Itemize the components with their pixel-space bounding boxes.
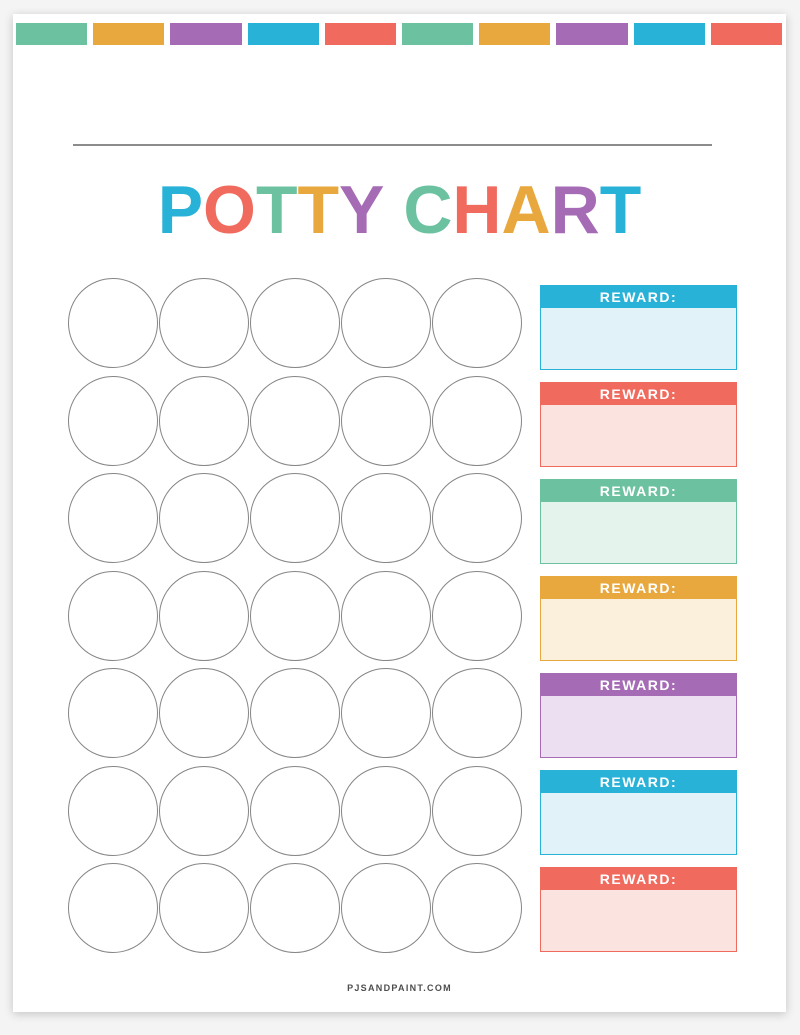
reward-writein-area [541,890,736,951]
reward-header-label: REWARD: [541,577,736,599]
sticker-circle [68,278,158,368]
sticker-circle [159,376,249,466]
title-letter: Y [339,172,385,248]
title-letter: R [550,172,600,248]
banner-color-block [16,23,87,45]
sticker-circle [250,863,340,953]
reward-box [540,382,737,467]
reward-header-label: REWARD: [541,286,736,308]
sticker-circle [432,376,522,466]
sticker-circle [68,473,158,563]
reward-header-label: REWARD: [541,868,736,890]
rewards-column [540,285,737,964]
sticker-circle [432,766,522,856]
banner-color-block [170,23,241,45]
sticker-circle [250,766,340,856]
title-letter: C [403,172,453,248]
sticker-circle [250,376,340,466]
title-space [384,176,403,244]
sticker-circle [341,278,431,368]
sticker-circle [159,278,249,368]
sticker-circle [159,668,249,758]
banner-color-block [556,23,627,45]
reward-box [540,770,737,855]
title-letter: H [452,172,502,248]
reward-header-label: REWARD: [541,383,736,405]
color-stripe-banner [16,23,782,45]
title-letter: T [297,172,340,248]
sticker-circle [250,668,340,758]
reward-box [540,673,737,758]
sticker-circle [432,278,522,368]
reward-writein-area [541,502,736,563]
sticker-circle [341,766,431,856]
sticker-circle [68,766,158,856]
sticker-circle [341,863,431,953]
reward-header-label: REWARD: [541,674,736,696]
banner-color-block [93,23,164,45]
sticker-circle [159,766,249,856]
banner-color-block [248,23,319,45]
sticker-circle [432,571,522,661]
banner-color-block [479,23,550,45]
sticker-circles-grid [68,278,522,953]
reward-box [540,576,737,661]
potty-chart-page [13,14,786,1012]
reward-box [540,285,737,370]
title-letter: P [157,172,204,248]
sticker-circle [68,571,158,661]
reward-writein-area [541,696,736,757]
title-letter: T [599,172,642,248]
reward-header-label: REWARD: [541,771,736,793]
sticker-circle [68,668,158,758]
sticker-circle [159,571,249,661]
sticker-circle [432,473,522,563]
reward-writein-area [541,793,736,854]
sticker-circle [159,863,249,953]
sticker-circle [341,473,431,563]
divider-line [73,144,712,146]
reward-writein-area [541,599,736,660]
sticker-circle [68,863,158,953]
banner-color-block [634,23,705,45]
reward-box [540,867,737,952]
sticker-circle [341,376,431,466]
banner-color-block [711,23,782,45]
footer-credit: PJSANDPAINT.COM [347,983,452,993]
sticker-circle [68,376,158,466]
reward-writein-area [541,405,736,466]
banner-color-block [325,23,396,45]
sticker-circle [432,668,522,758]
title-letter: A [501,172,551,248]
sticker-circle [159,473,249,563]
title-letter: O [203,172,256,248]
sticker-circle [341,668,431,758]
page-title [13,172,786,248]
sticker-circle [250,473,340,563]
sticker-circle [250,278,340,368]
reward-header-label: REWARD: [541,480,736,502]
reward-box [540,479,737,564]
title-letter: T [255,172,298,248]
sticker-circle [341,571,431,661]
sticker-circle [432,863,522,953]
reward-writein-area [541,308,736,369]
banner-color-block [402,23,473,45]
sticker-circle [250,571,340,661]
